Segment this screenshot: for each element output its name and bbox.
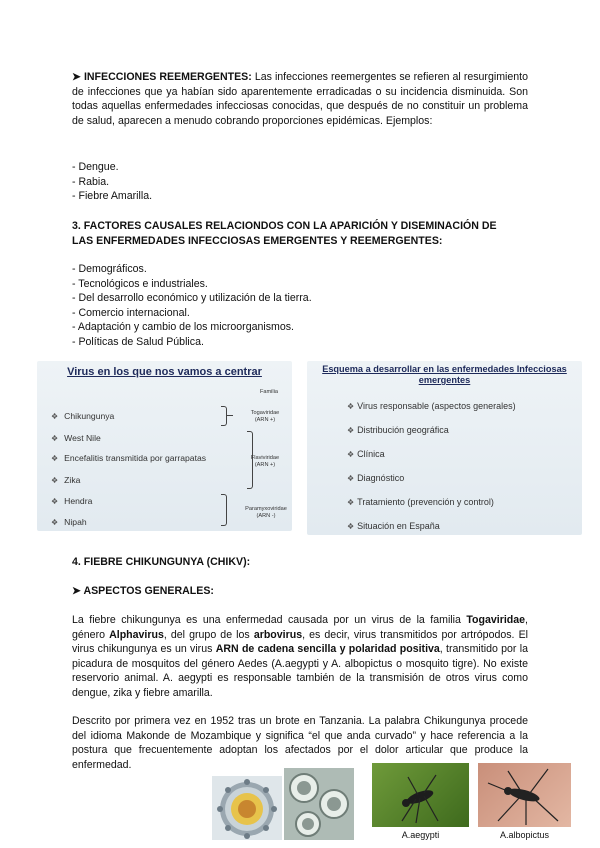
virus-box-title: Virus en los que nos vamos a centrar: [67, 366, 262, 378]
bullet-icon: ❖: [347, 498, 355, 507]
p1-text: La fiebre chikungunya es una enfermedad causada por un virus de la familia: [72, 614, 467, 626]
caption-albopictus: A.albopictus: [499, 830, 550, 840]
scheme-item: [347, 401, 516, 411]
brace-togaviridae: [221, 406, 227, 426]
bullet-icon: ❖: [347, 402, 355, 411]
scheme-title-line1: Esquema a desarrollar en las enfermedades Infecciosas: [322, 364, 567, 374]
virus-name: Nipah: [64, 517, 87, 527]
micrograph-icon: [284, 768, 354, 840]
family-header: Familia: [259, 389, 279, 395]
virus-name: Encefalitis transmitida por garrapatas: [64, 453, 207, 463]
reemergentes-bullet: ➤: [72, 71, 81, 83]
bullet-icon: ❖: [347, 522, 355, 531]
caption-aegypti: A.aegypti: [401, 830, 440, 840]
mosquito-icon: [372, 763, 469, 827]
subtitle-bullet: ➤: [72, 585, 81, 597]
list-item: - Comercio internacional.: [72, 306, 190, 319]
scheme-item: [347, 521, 440, 531]
virus-structure-image: [212, 776, 282, 840]
mosquito-icon: [478, 763, 571, 827]
scheme-item-text: Tratamiento (prevención y control): [357, 497, 494, 507]
bullet-icon: ❖: [347, 426, 355, 435]
bullet-icon: ❖: [51, 518, 59, 527]
family-name: Togaviridae: [250, 410, 280, 416]
list-item: - Fiebre Amarilla.: [72, 190, 153, 203]
p1-text: , género: [72, 614, 528, 641]
list-item: - Del desarrollo económico y utilización de la tierra.: [72, 292, 312, 305]
virus-name: Zika: [64, 475, 81, 485]
list-item: - Rabia.: [72, 175, 110, 188]
section4-subtitle: [72, 584, 214, 599]
scheme-item: [347, 497, 494, 507]
virus-row-hendra: [51, 496, 92, 506]
p1-text: , transmitido por la picadura de mosquitos del género Aedes (A.aegypti y A. albopictus o mosquito tigre). No existe reservorio animal. A. aegypti es responsable también de la transmisión de otros virus como dengue, zika y fiebre amarilla.: [72, 643, 529, 699]
scheme-title-line2: emergentes: [418, 375, 471, 385]
scheme-item: [347, 449, 385, 459]
list-item: - Demográficos.: [72, 263, 147, 275]
section3-title-line2: LAS ENFERMEDADES INFECCIOSAS EMERGENTES Y REEMERGENTES:: [72, 234, 443, 247]
virus-row-nipah: [51, 517, 87, 527]
family-genome: (ARN -): [256, 513, 276, 519]
virus-row-west-nile: [51, 433, 101, 443]
bullet-icon: ❖: [51, 497, 59, 506]
p1-text: , del grupo de los: [163, 628, 254, 641]
scheme-box-title: [307, 364, 582, 386]
scheme-box: [307, 361, 582, 535]
bullet-icon: ❖: [347, 450, 355, 459]
family-flaviviridae: [241, 455, 289, 469]
brace-paramyxoviridae: [221, 494, 227, 526]
p1-bold: Togaviridae: [466, 614, 526, 626]
chikv-paragraph-1: [72, 613, 528, 701]
scheme-item-text: Situación en España: [357, 521, 440, 531]
subtitle-text: ASPECTOS GENERALES:: [83, 585, 214, 597]
reemergentes-label: INFECCIONES REEMERGENTES:: [83, 71, 252, 83]
aegypti-photo: [372, 763, 469, 827]
reemergentes-text: Las infecciones reemergentes se refieren al resurgimiento de infecciones que ya habían sido aparentemente erradicadas o su incidencia disminuida. Son todas aquellas enfermedades infecciosas conocidas, que después de no constituir un problema de salud, aparecen a menudo cobrando proporciones epidémicas. Ejemplos:: [72, 71, 528, 127]
reemergentes-paragraph: [72, 70, 528, 128]
section3-list: [72, 262, 472, 350]
p1-text: , es decir, virus transmitidos por artrópodos. El virus chikungunya es un virus: [72, 628, 528, 656]
virus-row-zika: [51, 475, 80, 485]
family-togaviridae: [241, 410, 289, 424]
list-item: - Tecnológicos e industriales.: [72, 277, 208, 290]
virus-name: Chikungunya: [64, 411, 115, 421]
virus-row-chikungunya: [51, 411, 114, 421]
scheme-item-text: Diagnóstico: [357, 473, 405, 483]
bullet-icon: ❖: [51, 412, 59, 421]
bullet-icon: ❖: [51, 454, 59, 463]
virus-box: [37, 361, 292, 531]
section4-title: 4. FIEBRE CHIKUNGUNYA (CHIKV):: [72, 556, 251, 568]
scheme-item: [347, 473, 404, 483]
p1-bold: Alphavirus: [109, 628, 164, 641]
family-genome: (ARN +): [254, 462, 276, 468]
bullet-icon: ❖: [347, 474, 355, 483]
brace-tick: [227, 415, 233, 416]
scheme-item-text: Distribución geográfica: [357, 425, 449, 435]
scheme-item: [347, 425, 449, 435]
virus-name: Hendra: [64, 496, 93, 506]
albopictus-photo: [478, 763, 571, 827]
family-genome: (ARN +): [254, 417, 276, 423]
virus-structure-icon: [212, 776, 282, 840]
virus-row-encefalitis: [51, 453, 206, 463]
family-paramyxoviridae: [241, 506, 291, 520]
chikv-paragraph-2: Descrito por primera vez en 1952 tras un brote en Tanzania. La palabra Chikungunya procede del idioma Makonde de Mozambique y significa “el que anda curvado” y hace referencia a la postura que frecuentemente adoptan los afectados por el dolor articular que produce la enfermedad.: [72, 715, 528, 771]
virus-micrograph-image: [284, 768, 354, 840]
section3-title: [72, 219, 542, 248]
p1-bold: ARN de cadena sencilla y polaridad positiva: [215, 643, 440, 656]
virus-name: West Nile: [64, 433, 101, 443]
reemergentes-examples: [72, 160, 372, 204]
list-item: - Adaptación y cambio de los microorganismos.: [72, 321, 294, 334]
scheme-item-text: Virus responsable (aspectos generales): [357, 401, 516, 411]
scheme-item-text: Clínica: [357, 449, 385, 459]
bullet-icon: ❖: [51, 476, 59, 485]
bullet-icon: ❖: [51, 434, 59, 443]
list-item: - Dengue.: [72, 161, 119, 173]
list-item: - Políticas de Salud Pública.: [72, 335, 204, 348]
family-name: Paramyxoviridae: [245, 506, 287, 512]
section3-title-line1: 3. FACTORES CAUSALES RELACIONDOS CON LA APARICIÓN Y DISEMINACIÓN DE: [72, 220, 497, 232]
family-name: Flaviviridae: [250, 455, 280, 461]
p1-bold: arbovirus: [253, 628, 303, 641]
